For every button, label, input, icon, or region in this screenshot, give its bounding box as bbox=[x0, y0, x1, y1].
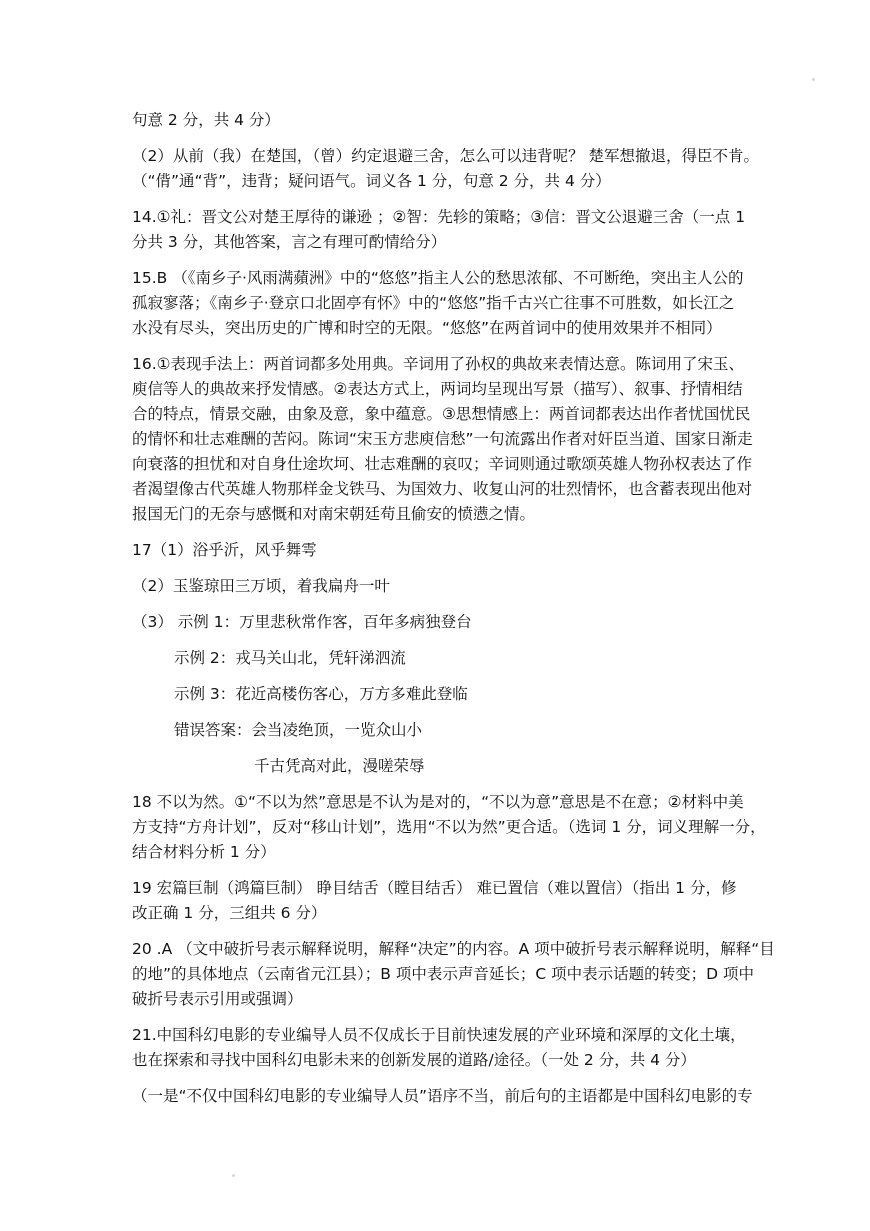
text-line: 15.B （《南乡子·风雨满蘋洲》中的“悠悠”指主人公的愁思浓郁、不可断绝，突出主人公的 bbox=[132, 269, 744, 287]
example-3 bbox=[132, 682, 752, 707]
text-line: 的情怀和壮志难酬的苦闷。陈词“宋玉方悲庾信愁”一句流露出作者对奸臣当道、国家日渐走 bbox=[132, 430, 753, 448]
text-line: （2）玉鉴琼田三万顷，着我扁舟一叶 bbox=[132, 577, 390, 595]
text-line: 也在探索和寻找中国科幻电影未来的创新发展的道路/途径。（一处 2 分，共 4 分） bbox=[132, 1051, 696, 1069]
paragraph-q13-2 bbox=[132, 144, 760, 194]
text-line: 的地”的具体地点（云南省元江县）；B 项中表示声音延长；C 项中表示话题的转变；D 项中 bbox=[132, 965, 754, 983]
text-line: 庾信等人的典故来抒发情感。②表达方式上，两词均呈现出写景（描写）、叙事、抒情相结 bbox=[132, 380, 743, 398]
text-line: 17（1）浴乎沂，风乎舞雩 bbox=[132, 541, 317, 559]
paragraph-q21-note bbox=[132, 1084, 752, 1109]
text-line: 18 不以为然。①“不以为然”意思是不认为是对的，“不以为意”意思是不在意；②材料中美 bbox=[132, 793, 744, 811]
text-line: （“偝”通“背”，违背；疑问语气。词义各 1 分，句意 2 分，共 4 分） bbox=[132, 172, 611, 190]
text-line: 千古凭高对此，漫嗟荣辱 bbox=[254, 757, 425, 775]
example-2 bbox=[132, 646, 752, 671]
text-line: 破折号表示引用或强调） bbox=[132, 990, 303, 1008]
paragraph-q21 bbox=[132, 1023, 752, 1073]
text-line: 错误答案：会当凌绝顶，一览众山小 bbox=[174, 721, 423, 739]
text-line: 合的特点，情景交融，由象及意，象中蕴意。③思想情感上：两首词都表达出作者忧国忧民 bbox=[132, 405, 751, 423]
paragraph-q17-1 bbox=[132, 538, 752, 563]
text-line: （一是“不仅中国科幻电影的专业编导人员”语序不当，前后句的主语都是中国科幻电影的专 bbox=[132, 1087, 753, 1105]
paragraph-q17-3 bbox=[132, 610, 752, 635]
paragraph-q13-end bbox=[132, 108, 752, 133]
text-line: （2）从前（我）在楚国，（曾）约定退避三舍，怎么可以违背呢？ 楚军想撤退，得臣不肯。 bbox=[132, 147, 760, 165]
text-line: 结合材料分析 1 分） bbox=[132, 843, 276, 861]
text-line: 16.①表现手法上：两首词都多处用典。辛词用了孙权的典故来表情达意。陈词用了宋玉、 bbox=[132, 355, 745, 373]
text-line: 分共 3 分，其他答案，言之有理可酌情给分） bbox=[132, 233, 447, 251]
text-line: 21.中国科幻电影的专业编导人员不仅成长于目前快速发展的产业环境和深厚的文化土壤， bbox=[132, 1026, 746, 1044]
wrong-answer-continued bbox=[132, 754, 752, 779]
text-line: 报国无门的无奈与感慨和对南宋朝廷苟且偷安的愤懑之情。 bbox=[132, 505, 536, 523]
paragraph-q17-2 bbox=[132, 574, 752, 599]
paragraph-q18 bbox=[132, 790, 766, 865]
paragraph-q19 bbox=[132, 876, 752, 926]
text-line: 方支持“方舟计划”，反对“移山计划”，选用“不以为然”更合适。（选词 1 分，词义理解一分， bbox=[132, 818, 766, 836]
text-line: 孤寂寥落；《南乡子·登京口北固亭有怀》中的“悠悠”指千古兴亡往事不可胜数，如长江之 bbox=[132, 294, 735, 312]
text-line: 14.①礼：晋文公对楚王厚待的谦逊 ；②智：先轸的策略；③信：晋文公退避三舍（一点 1 bbox=[132, 208, 746, 226]
answer-key-text bbox=[132, 108, 775, 1120]
text-line: 句意 2 分，共 4 分） bbox=[132, 111, 280, 129]
wrong-answer bbox=[132, 718, 752, 743]
scan-dot bbox=[232, 1174, 235, 1177]
paragraph-q15 bbox=[132, 266, 752, 341]
text-line: 20 .A （文中破折号表示解释说明，解释“决定”的内容。A 项中破折号表示解释说明，解释“目 bbox=[132, 940, 775, 958]
text-line: 向衰落的担忧和对自身仕途坎坷、壮志难酬的哀叹；辛词则通过歌颂英雄人物孙权表达了作 bbox=[132, 455, 753, 473]
text-line: 19 宏篇巨制（鸿篇巨制） 睁目结舌（瞠目结舌） 难已置信（难以置信）（指出 1 分，修 bbox=[132, 879, 737, 897]
paragraph-q14 bbox=[132, 205, 752, 255]
text-line: 改正确 1 分，三组共 6 分） bbox=[132, 904, 327, 922]
text-line: 者渴望像古代英雄人物那样金戈铁马、为国效力、收复山河的壮烈情怀，也含蓄表现出他对 bbox=[132, 480, 753, 498]
text-line: 示例 2：戎马关山北，凭轩涕泗流 bbox=[174, 649, 406, 667]
text-line: 水没有尽头，突出历史的广博和时空的无限。“悠悠”在两首词中的使用效果并不相同） bbox=[132, 319, 722, 337]
text-line: 示例 3：花近高楼伤客心，万方多难此登临 bbox=[174, 685, 468, 703]
text-line: （3） 示例 1：万里悲秋常作客，百年多病独登台 bbox=[132, 613, 472, 631]
scan-dot bbox=[812, 78, 815, 81]
paragraph-q16 bbox=[132, 352, 752, 527]
paragraph-q20 bbox=[132, 937, 775, 1012]
